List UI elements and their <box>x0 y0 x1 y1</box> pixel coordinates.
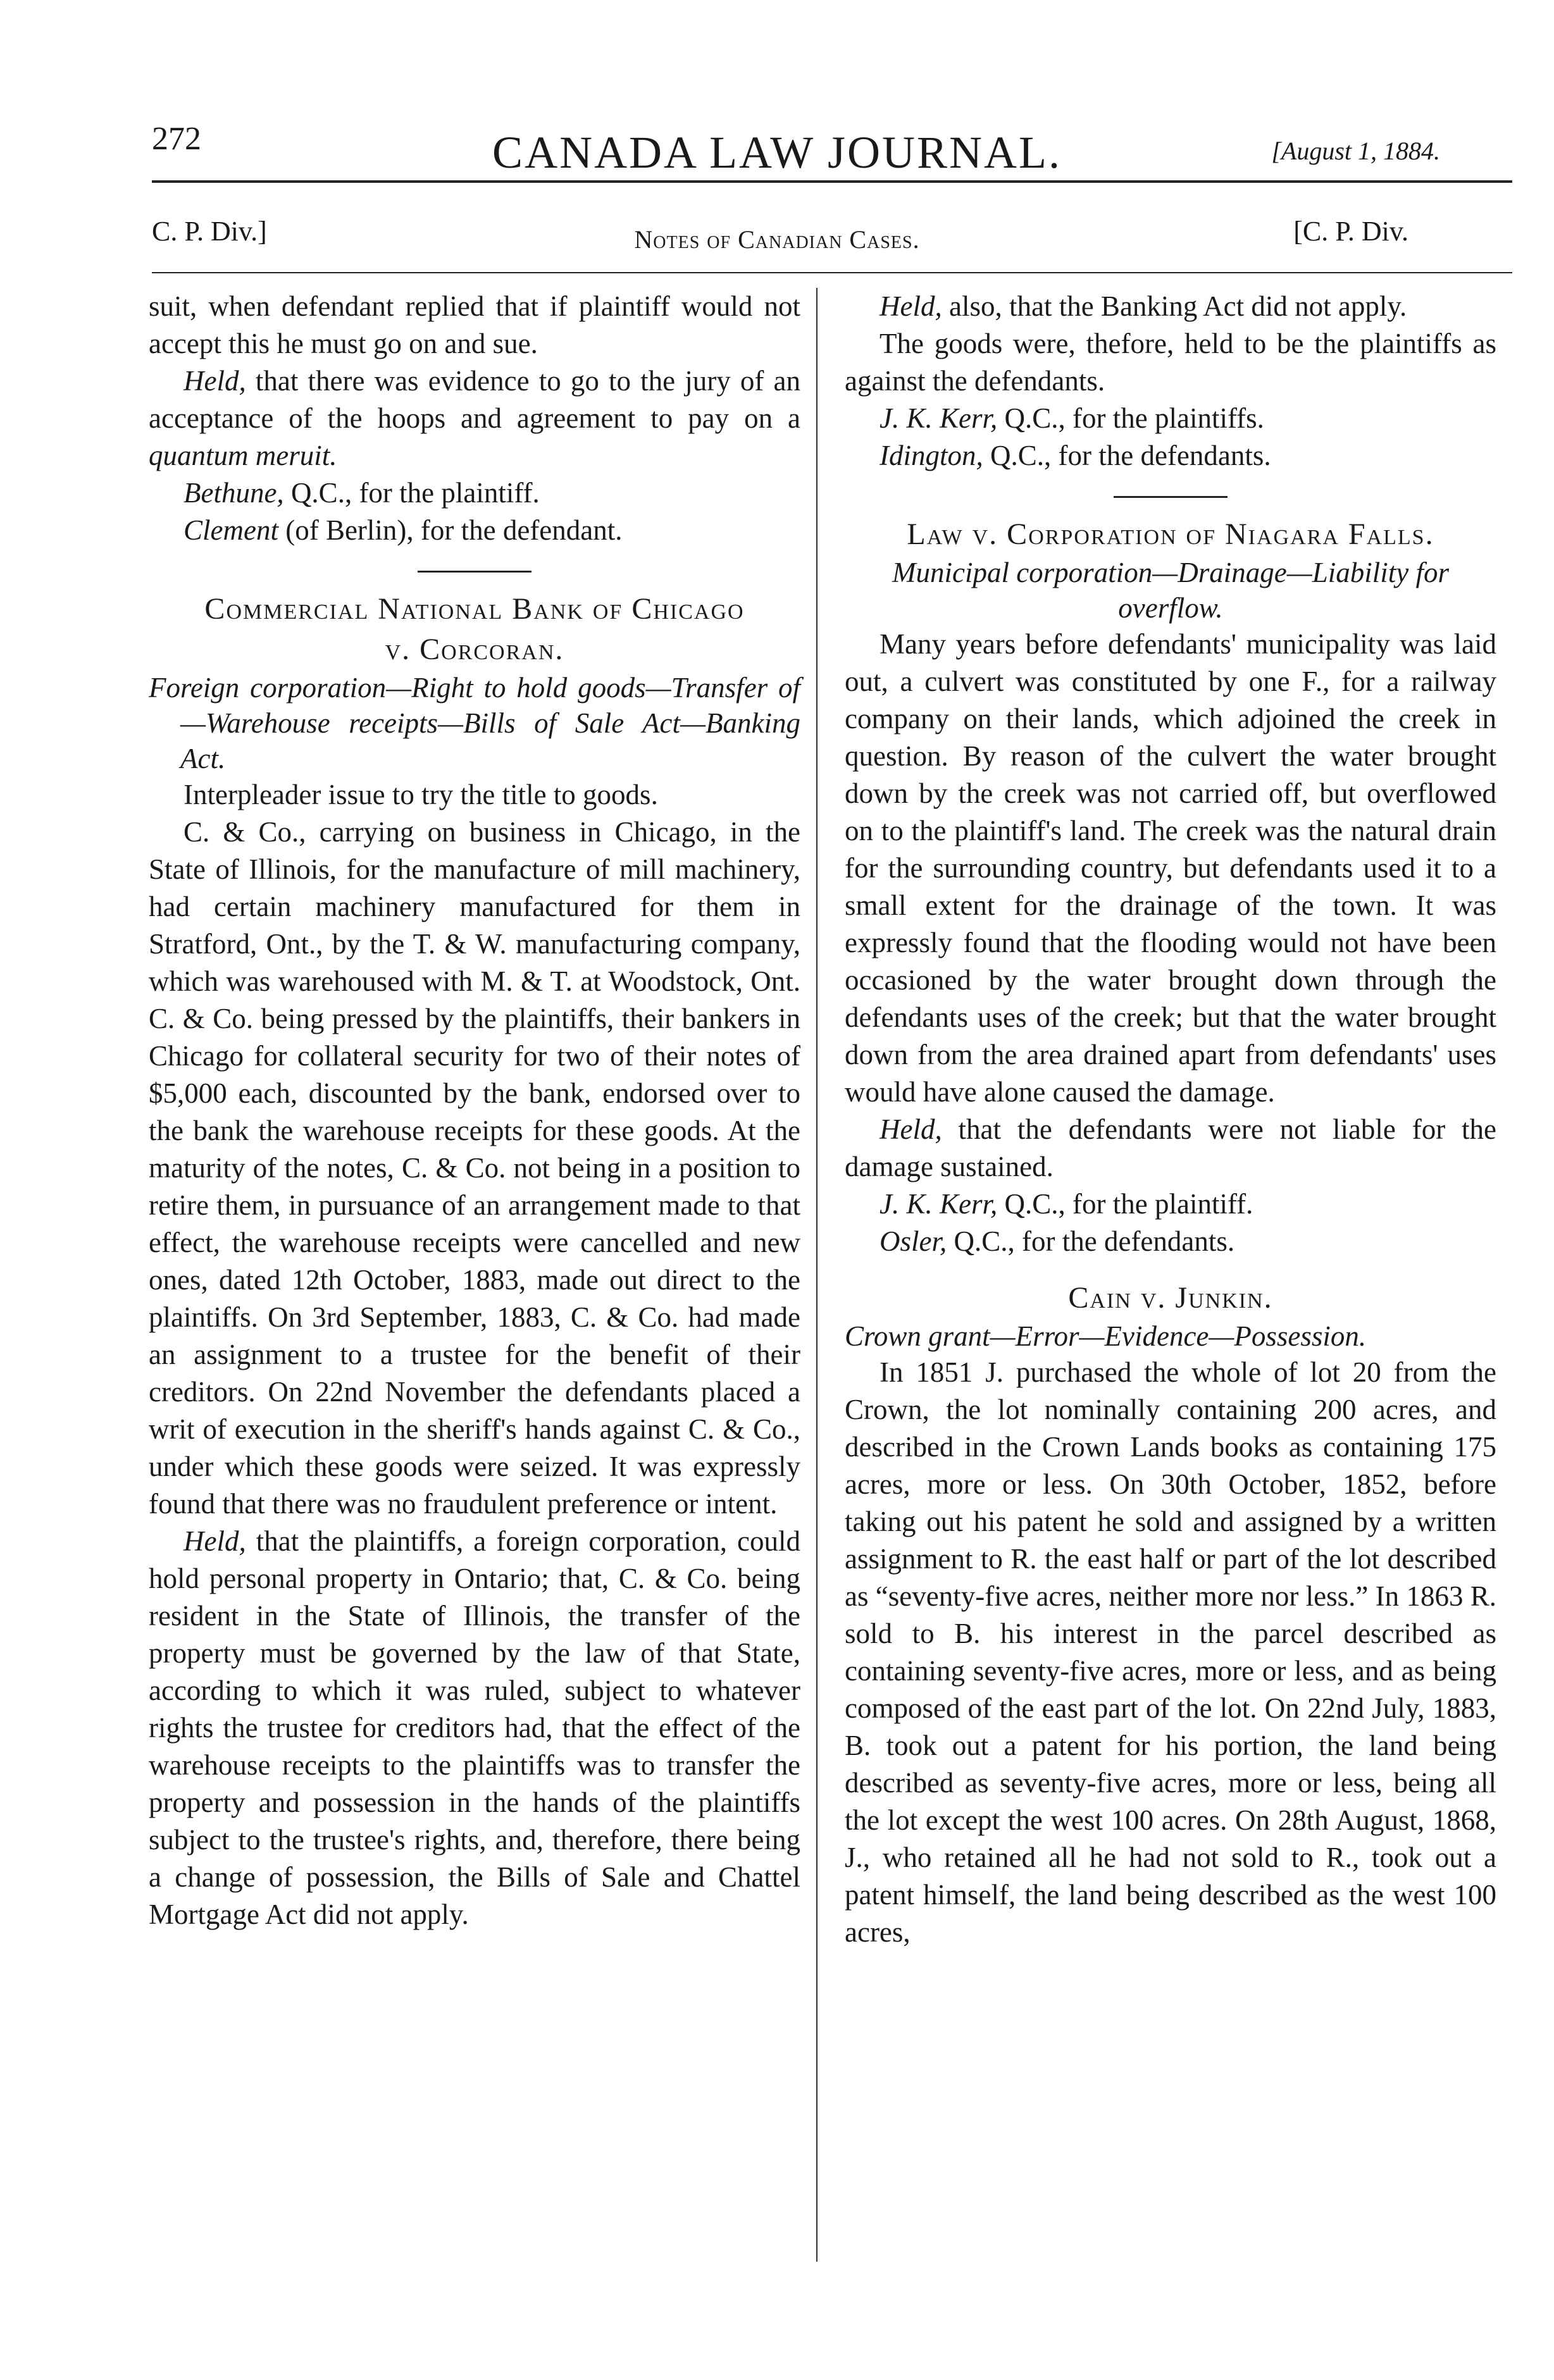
counsel-role: Q.C., for the defendants. <box>947 1225 1235 1257</box>
page-number: 272 <box>152 121 201 157</box>
case1-text: suit, when defendant replied that if plaintiff would not accept this he must go on and sue. <box>149 290 800 359</box>
case-separator <box>418 571 531 573</box>
counsel-name: Idington, <box>880 440 983 471</box>
column-divider <box>816 288 817 2262</box>
held-text: that the defendants were not liable for the damage sustained. <box>845 1113 1496 1182</box>
case2-issue: Interpleader issue to try the title to goods. <box>183 779 658 810</box>
case3-facts: Many years before defendants' municipality was laid out, a culvert was constituted by one F., for a railway company on their lands, which adjoined the creek in question. By reason of the culvert the water brought down by the creek was not carried off, but overflowed on to the plaintiff's land. The creek was the natural drain for the surrounding country, but defendants used it to a small extent for the drainage of the town. It was expressly found that the flooding would not have been occasioned by the water brought down through the defendants uses of the creek; but that the water brought down from the area drained apart from defendants' uses would have alone caused the damage. <box>845 628 1496 1108</box>
case2-topic: Foreign corporation—Right to hold goods—Transfer of—Warehouse receipts—Bills of Sale Act—Banking Act. <box>149 672 800 774</box>
counsel-name: J. K. Kerr, <box>880 402 998 434</box>
left-column <box>149 288 800 1933</box>
case3-topic: Municipal corporation—Drainage—Liability for overflow. <box>892 557 1449 624</box>
counsel-role: Q.C., for the plaintiffs. <box>997 402 1264 434</box>
case2-title <box>149 589 800 670</box>
case2-facts: C. & Co., carrying on business in Chicago, in the State of Illinois, for the manufacture of mill machinery, had certain machinery manufactured for them in Stratford, Ont., by the T. & W. manufacturing company, which was warehoused with M. & T. at Woodstock, Ont. C. & Co. being pressed by the plaintiffs, their bankers in Chicago for collateral security for two of their notes of $5,000 each, discounted by the bank, endorsed over to the bank the warehouse receipts for these goods. At the maturity of the notes, C. & Co. not being in a position to retire them, in pursuance of an arrangement made to that effect, the warehouse receipts were cancelled and new ones, dated 12th October, 1883, made out direct to the plaintiffs. On 3rd September, 1883, C. & Co. had made an assignment to a trustee for the benefit of their creditors. On 22nd November the defendants placed a writ of execution in the sheriff's hands against C. & Co., under which these goods were seized. It was expressly found that there was no fraudulent preference or intent. <box>149 816 800 1520</box>
held-label: Held, <box>183 1525 246 1557</box>
right-column <box>845 288 1496 1951</box>
counsel-name: Bethune, <box>183 477 284 509</box>
case1-held <box>149 363 800 474</box>
case2-counsel-defendants <box>845 437 1496 474</box>
case3-title: Law v. Corporation of Niagara Falls. <box>907 518 1434 551</box>
counsel-name: Osler, <box>880 1225 947 1257</box>
case4-facts: In 1851 J. purchased the whole of lot 20 from the Crown, the lot nominally containing 200 acres, and described in the Crown Lands books as containing 175 acres, more or less. On 30th October, 1852, before taking out his patent he sold and assigned by a written assignment to R. the east half or part of the lot described as “seventy-five acres, neither more nor less.” In 1863 R. sold to B. his interest in the parcel described as containing seventy-five acres, more or less, and as being composed of the east part of the lot. On 22nd July, 1883, B. took out a patent for his portion, the land being described as seventy-five acres, more or less, being all the lot except the west 100 acres. On 28th August, 1868, J., who retained all he had not sold to R., took out a patent himself, the land being described as the west 100 acres, <box>845 1356 1496 1948</box>
counsel-role: Q.C., for the plaintiff. <box>997 1188 1253 1220</box>
case2-counsel-plaintiffs <box>845 400 1496 437</box>
held-latin-term: quantum meruit. <box>149 440 337 471</box>
case2-title-line2: v. Corcoran. <box>385 633 564 666</box>
case2-title-line1: Commercial National Bank of Chicago <box>204 592 745 626</box>
case2-result: The goods were, thefore, held to be the plaintiffs as against the defendants. <box>845 328 1496 397</box>
counsel-role: (of Berlin), for the defendant. <box>278 514 623 546</box>
case3-counsel-defendants <box>845 1223 1496 1260</box>
header-rule-top <box>152 180 1512 183</box>
case2-held-also <box>845 288 1496 325</box>
case1-counsel-defendant <box>149 512 800 549</box>
held-label: Held, <box>880 290 942 322</box>
counsel-role: Q.C., for the defendants. <box>983 440 1271 471</box>
header-rule-bottom <box>152 272 1512 273</box>
held-text: also, that the Banking Act did not apply. <box>942 290 1407 322</box>
held-label: Held, <box>183 365 246 397</box>
case4-title: Cain v. Junkin. <box>1068 1281 1273 1315</box>
counsel-name: J. K. Kerr, <box>880 1188 998 1220</box>
case4-topic: Crown grant—Error—Evidence—Possession. <box>845 1320 1367 1352</box>
case-separator <box>1114 496 1228 498</box>
case3-held <box>845 1111 1496 1186</box>
counsel-role: Q.C., for the plaintiff. <box>283 477 540 509</box>
journal-title: CANADA LAW JOURNAL. <box>492 127 1062 178</box>
section-label-right: [C. P. Div. <box>1293 216 1408 247</box>
held-text: that the plaintiffs, a foreign corporation, could hold personal property in Ontario; that, C. & Co. being resident in the State of Illinois, the transfer of the property must be governed by the law of that State, according to which it was ruled, subject to whatever rights the trustee for creditors had, that the effect of the warehouse receipts to the plaintiffs was to transfer the property and possession in the hands of the plaintiffs subject to the trustee's rights, and, therefore, there being a change of possession, the Bills of Sale and Chattel Mortgage Act did not apply. <box>149 1525 800 1930</box>
held-label: Held, <box>880 1113 942 1145</box>
case1-counsel-plaintiff <box>149 474 800 512</box>
case2-held <box>149 1523 800 1933</box>
case3-counsel-plaintiff <box>845 1186 1496 1223</box>
counsel-name: Clement <box>183 514 278 546</box>
issue-date: [August 1, 1884. <box>1271 137 1440 165</box>
section-label-center: Notes of Canadian Cases. <box>634 225 920 254</box>
held-text: that there was evidence to go to the jury of an acceptance of the hoops and agreement to pay on a <box>149 365 800 434</box>
section-label-left: C. P. Div.] <box>152 216 267 247</box>
